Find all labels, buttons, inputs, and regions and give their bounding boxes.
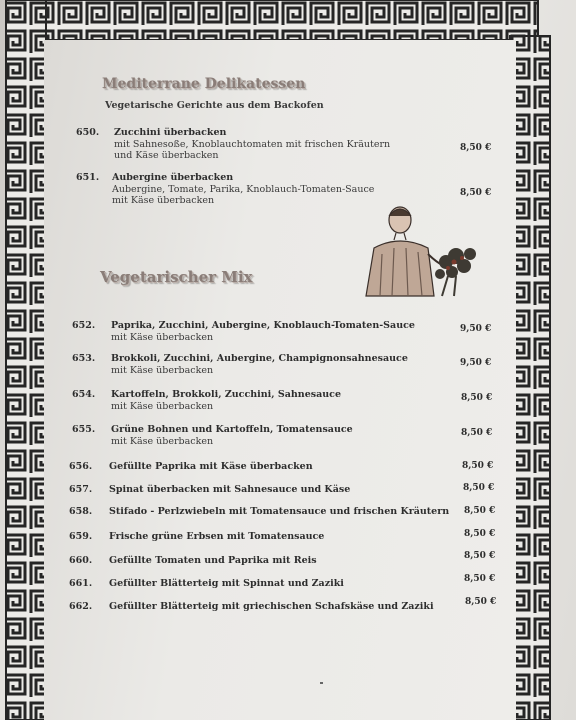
item-number: 651. [76,172,100,183]
item-title: Frische grüne Erbsen mit Tomatensauce [109,531,325,542]
item-price: 8,50 € [463,483,495,493]
item-number: 658. [69,506,93,517]
greek-woman-illustration [344,204,484,300]
item-description: mit Käse überbacken [111,332,214,343]
item-number: 657. [69,484,93,495]
item-number: 653. [72,353,96,364]
item-number: 661. [69,578,93,589]
item-price: 8,50 € [460,143,492,153]
item-number: 655. [72,424,96,435]
item-title: Gefüllter Blätterteig mit Spinnat und Zaziki [109,578,344,589]
item-description: und Käse überbacken [114,150,219,161]
item-number: 656. [69,461,93,472]
item-price: 8,50 € [465,597,497,607]
item-price: 8,50 € [460,188,492,198]
item-title: Brokkoli, Zucchini, Aubergine, Champignonsahnesauce [111,353,408,364]
section-title-vegetarischer-mix: Vegetarischer Mix [100,268,253,286]
item-number: 662. [69,601,93,612]
item-description: mit Käse überbacken [111,401,214,412]
item-title: Kartoffeln, Brokkoli, Zucchini, Sahnesauce [111,389,341,400]
item-price: 8,50 € [464,551,496,561]
item-description: Aubergine, Tomate, Parika, Knoblauch-Tomaten-Sauce [112,184,375,195]
item-price: 8,50 € [462,461,494,471]
item-price: 9,50 € [460,324,492,334]
item-number: 650. [76,127,100,138]
item-title: Stifado - Perlzwiebeln mit Tomatensauce und frischen Kräutern [109,506,450,517]
item-title: Aubergine überbacken [112,172,234,183]
item-title: Spinat überbacken mit Sahnesauce und Käse [109,484,351,495]
section-title-delikatessen: Mediterrane Delikatessen [102,76,306,92]
item-title: Gefüllter Blätterteig mit griechischen Schafskäse und Zaziki [109,601,434,612]
item-description: mit Käse überbacken [111,365,214,376]
item-title: Grüne Bohnen und Kartoffeln, Tomatensauce [111,424,353,435]
dot-mark [320,682,323,684]
item-number: 652. [72,320,96,331]
item-title: Gefüllte Tomaten und Paprika mit Reis [109,555,317,566]
item-number: 660. [69,555,93,566]
item-price: 9,50 € [460,358,492,368]
item-title: Paprika, Zucchini, Aubergine, Knoblauch-Tomaten-Sauce [111,320,415,331]
item-price: 8,50 € [461,428,493,438]
item-number: 659. [69,531,93,542]
item-description: mit Käse überbacken [111,436,214,447]
item-price: 8,50 € [464,529,496,539]
item-number: 654. [72,389,96,400]
section-subtitle: Vegetarische Gerichte aus dem Backofen [105,100,324,111]
item-description: mit Käse überbacken [112,195,215,206]
item-price: 8,50 € [464,506,496,516]
item-title: Gefüllte Paprika mit Käse überbacken [109,461,313,472]
item-title: Zucchini überbacken [114,127,227,138]
item-price: 8,50 € [461,393,493,403]
item-description: mit Sahnesoße, Knoblauchtomaten mit frischen Kräutern [114,139,391,150]
item-price: 8,50 € [464,574,496,584]
